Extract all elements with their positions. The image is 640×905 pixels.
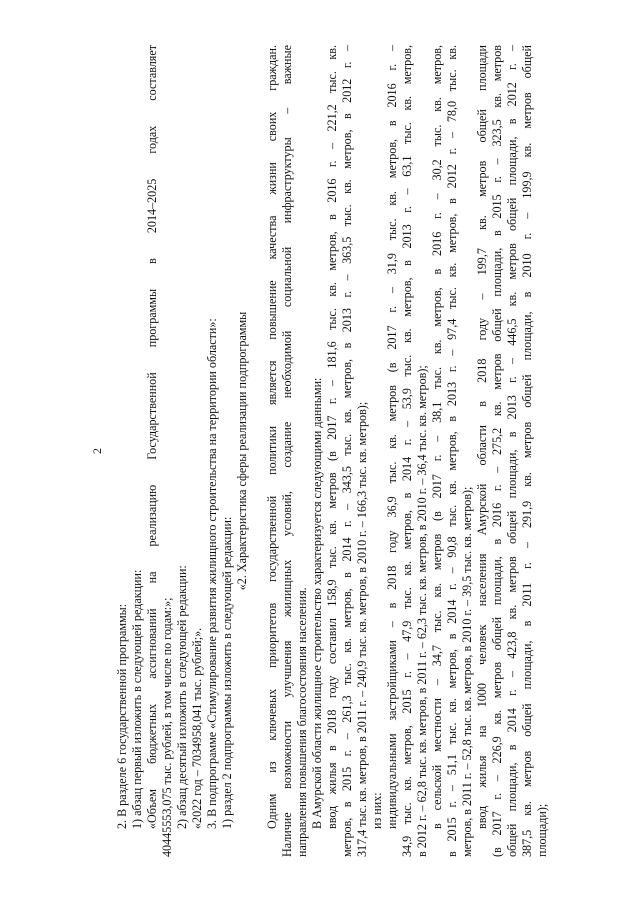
- text-line: в 2015 г. – 51,1 тыс. кв. метров, в 2014 г. – 90,8 тыс. кв. метров, в 2013 г. – 97,4 тыс. кв. метров, в 2012 г. – 78,0 тыс. кв.: [445, 45, 459, 857]
- text-line: в сельской местности – 34,7 тыс. кв. метров (в 2017 г. – 38,1 тыс. кв. метров, в 2016 г. – 30,2 тыс. кв. метров,: [430, 45, 444, 829]
- text-line: 1) абзац первый изложить в следующей редакции:: [130, 569, 144, 829]
- text-line: «2022 год – 7034958,041 тыс. рублей;».: [190, 627, 204, 829]
- text-line: метров, в 2011 г. – 52,8 тыс. кв. метров, в 2010 г. – 39,5 тыс. кв. метров);: [460, 486, 474, 857]
- text-line: Одним из ключевых приоритетов государственной политики является повышение качества жизни своих граждан.: [265, 45, 279, 829]
- text-line: в 2012 г. – 62,8 тыс. кв. метров, в 2011 г. – 62,3 тыс. кв. метров, в 2010 г. – 36,4 тыс. кв. метров);: [415, 365, 429, 857]
- rotated-text-block: [80, 45, 560, 857]
- text-line: 317,4 тыс. кв. метров, в 2011 г. – 240,9 тыс. кв. метров, в 2010 г. – 166,3 тыс. кв. метров);: [355, 401, 369, 857]
- text-line: из них:: [370, 792, 384, 829]
- text-line: 387,5 кв. метров общей площади, в 2011 г. – 291,9 кв. метров общей площади, в 2010 г. – 199,9 кв. метров общей: [520, 45, 534, 857]
- text-line: общей площади, в 2014 г. – 423,8 кв. метров общей площади, в 2013 г. – 446,5 кв. метров общей площади, в 2012 г. –: [505, 45, 519, 857]
- text-line: Наличие возможности улучшения жилищных условий, создание необходимой социальной инфраструктуры – важные: [280, 45, 294, 857]
- text-line: 3. В подпрограмме «Стимулирование развития жилищного строительства на территории области»:: [205, 318, 219, 829]
- text-line: 2) абзац десятый изложить в следующей редакции:: [175, 565, 189, 829]
- text-line: 1) раздел 2 подпрограммы изложить в следующей редакции:: [220, 516, 234, 829]
- text-line: В Амурской области жилищное строительство характеризуется следующими данными:: [310, 377, 324, 829]
- text-line: «Объем бюджетных ассигнований на реализацию Государственной программы в 2014–2025 годах составляет: [145, 45, 159, 829]
- text-line: индивидуальными застройщиками – в 2018 году 36,9 тыс. кв. метров (в 2017 г. – 31,9 тыс. кв. метров, в 2016 г. –: [385, 45, 399, 829]
- text-line: ввод жилья на 1000 человек населения Амурской области в 2018 году – 199,7 кв. метров общей площади: [475, 45, 489, 829]
- text-line: 40445553,075 тыс. рублей, в том числе по годам:»;: [160, 597, 174, 857]
- text-line: метров, в 2015 г. – 261,3 тыс. кв. метров, в 2014 г. – 343,5 тыс. кв. метров, в 2013 г. – 363,5 тыс. кв. метров, в 2012 г. –: [340, 45, 354, 857]
- page-number: 2: [90, 448, 104, 454]
- text-line: (в 2017 г. – 226,9 кв. метров общей площади, в 2016 г. – 275,2 кв. метров общей площади, в 2015 г. – 323,5 кв. метров: [490, 45, 504, 857]
- text-line: ввод жилья в 2018 году составил 158,9 тыс. кв. метров (в 2017 г. – 181,6 тыс. кв. метров, в 2016 г. – 221,2 тыс. кв.: [325, 45, 339, 829]
- text-line: 34,9 тыс. кв. метров, 2015 г. – 47,9 тыс. кв. метров, в 2014 г. – 53,9 тыс. кв. метров, в 2013 г. – 63,1 тыс. кв. метров,: [400, 45, 414, 857]
- section-heading: «2. Характеристика сферы реализации подпрограммы: [235, 311, 249, 591]
- text-line: площади);: [535, 803, 549, 857]
- text-line: 2. В разделе 6 государственной программы:: [115, 603, 129, 829]
- text-line: направления повышения благосостояния населения.: [295, 587, 309, 857]
